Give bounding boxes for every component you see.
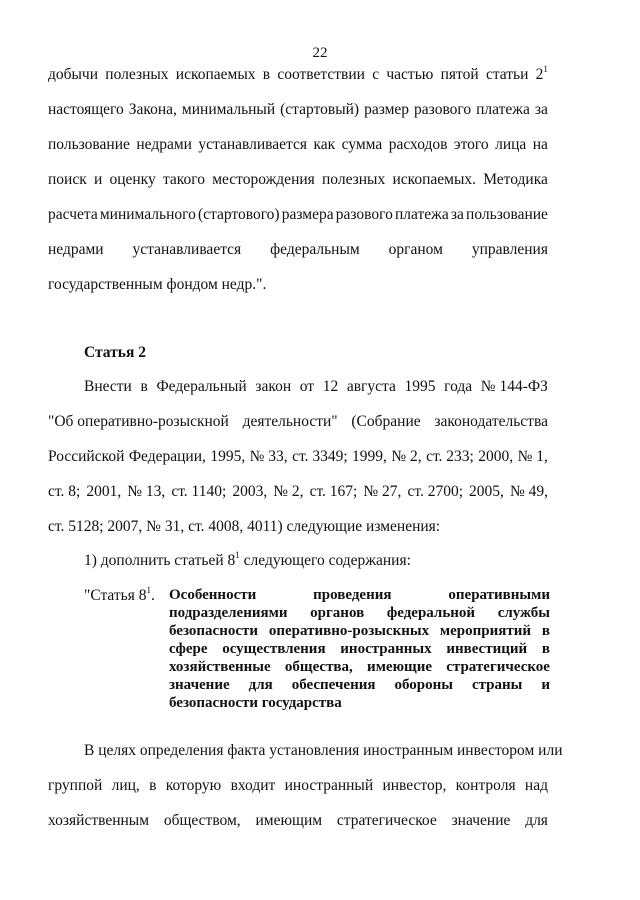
- word: полезных: [322, 171, 386, 188]
- item-1: [84, 552, 584, 570]
- word: подразделениями: [169, 605, 288, 621]
- word: мероприятий: [439, 623, 532, 639]
- word: разового: [414, 101, 472, 118]
- word: инвестор,: [382, 777, 447, 794]
- word: ст. 167;: [309, 483, 358, 500]
- word: пользование: [466, 206, 548, 223]
- word: № 2,: [273, 483, 304, 500]
- word: в: [541, 641, 550, 657]
- word: и: [93, 171, 103, 188]
- word: августа: [346, 378, 396, 395]
- word: хозяйственным: [48, 812, 150, 829]
- word: в: [541, 623, 550, 639]
- word: сфере: [169, 641, 208, 657]
- word: в: [262, 66, 271, 83]
- word: этого: [453, 136, 489, 153]
- word: иностранных: [340, 641, 432, 657]
- word: за: [534, 101, 548, 118]
- article2-line-4: [48, 483, 548, 501]
- word: расходов: [388, 136, 448, 153]
- article-8-1-label-prefix: "Статья 8: [84, 587, 147, 604]
- word: настоящего: [48, 101, 124, 118]
- article-8-1-label-superscript: 1: [146, 585, 151, 595]
- word: Особенности: [169, 587, 257, 603]
- word: от: [299, 378, 315, 395]
- article2-line-1: [84, 378, 548, 396]
- word: над: [524, 777, 548, 794]
- word: входит: [230, 777, 276, 794]
- word: осуществления: [222, 641, 326, 657]
- word: Федеральный: [156, 378, 247, 395]
- word: (Собрание: [351, 413, 421, 430]
- para1-line-5: [48, 206, 548, 224]
- word: размера: [281, 206, 334, 223]
- word: ст. 233;: [426, 448, 474, 465]
- word: страны: [471, 677, 523, 693]
- word: Федерации,: [128, 448, 206, 465]
- para1-line-3: [48, 136, 548, 154]
- word: для: [248, 677, 273, 693]
- word: службы: [497, 605, 550, 621]
- word: лиц,: [111, 777, 140, 794]
- word: ст. 1140;: [171, 483, 227, 500]
- word: как: [313, 136, 336, 153]
- word: № 2,: [391, 448, 422, 465]
- word: закон: [255, 378, 292, 395]
- word: Закона,: [128, 101, 177, 118]
- article-8-1-title-line-4: [169, 641, 550, 658]
- word: такого: [162, 171, 205, 188]
- word: законодательства: [434, 413, 548, 430]
- word: Российской: [48, 448, 125, 465]
- para1-line-2: [48, 101, 548, 119]
- item-1-suffix: следующего содержания:: [239, 552, 411, 569]
- word: 2003,: [232, 483, 268, 500]
- word: № 33,: [249, 448, 288, 465]
- article-8-1-title-line-7: безопасности государства: [169, 695, 342, 711]
- word: недрами: [136, 136, 192, 153]
- word: управления: [471, 241, 548, 258]
- para1-line-1: [48, 66, 548, 84]
- article-2-heading: Статья 2: [84, 344, 146, 361]
- word: № 49,: [509, 483, 548, 500]
- article-8-1-label: [84, 587, 155, 605]
- article-8-1-title-line-6: [169, 677, 550, 694]
- word: значение: [169, 677, 230, 693]
- word: минимальный: [181, 101, 276, 118]
- word: пользование: [48, 136, 130, 153]
- para1-line-7: государственным фондом недр.".: [48, 276, 267, 293]
- word: месторождения: [212, 171, 315, 188]
- word: полезных: [105, 66, 169, 83]
- word: расчета: [48, 206, 98, 223]
- word: № 144-ФЗ: [480, 378, 548, 395]
- word: (стартовый): [280, 101, 360, 118]
- word: соответствии: [277, 66, 365, 83]
- word: с: [372, 66, 380, 83]
- word: оценку: [109, 171, 156, 188]
- word: размер: [364, 101, 410, 118]
- word: федеральной: [386, 605, 476, 621]
- word: оперативно-розыскных: [268, 623, 430, 639]
- para1-line-4: [48, 171, 548, 189]
- word: за: [450, 206, 464, 223]
- word: устанавливается: [132, 241, 242, 258]
- word: сумма: [341, 136, 383, 153]
- word: имеющие: [367, 659, 432, 675]
- word: № 27,: [363, 483, 402, 500]
- word: значение: [451, 812, 511, 829]
- word: группой: [48, 777, 103, 794]
- word: года: [444, 378, 473, 395]
- word: оперативными: [448, 587, 550, 603]
- word: 2005,: [469, 483, 504, 500]
- word: Методика: [483, 171, 548, 188]
- article-8-1-title-line-2: [169, 605, 550, 622]
- word: добычи: [48, 66, 99, 83]
- word: федеральным: [270, 241, 360, 258]
- article-8-1-title-line-5: [169, 659, 550, 676]
- word: 1995,: [210, 448, 246, 465]
- word: обороны: [394, 677, 453, 693]
- word: обществом,: [163, 812, 241, 829]
- word: платежа: [394, 206, 449, 223]
- word: устанавливается: [198, 136, 308, 153]
- word: платежа: [476, 101, 530, 118]
- article-8-1-label-suffix: .: [151, 587, 155, 604]
- word: ископаемых.: [392, 171, 477, 188]
- article-8-1-title-line-1: [169, 587, 550, 604]
- word: ст. 3349;: [292, 448, 348, 465]
- word: ст. 2700;: [407, 483, 464, 500]
- word: обеспечения: [291, 677, 376, 693]
- word: контроля: [455, 777, 516, 794]
- article2-line-2: [48, 413, 548, 431]
- word: 2000,: [478, 448, 514, 465]
- word: ст. 8;: [48, 483, 81, 500]
- article2-line-5: ст. 5128; 2007, № 31, ст. 4008, 4011) следующие изменения:: [48, 518, 441, 535]
- article-reference: [536, 66, 548, 84]
- final-para-line-1: В целях определения факта установления иностранным инвестором или: [84, 742, 563, 759]
- word: 1995: [404, 378, 436, 395]
- word: "Об оперативно-розыскной: [48, 413, 229, 430]
- word: общества,: [284, 659, 353, 675]
- word: имеющим: [255, 812, 323, 829]
- item-1-prefix: 1) дополнить статьей 8: [84, 552, 236, 569]
- word: лица: [495, 136, 527, 153]
- article-8-1-title-line-3: [169, 623, 550, 640]
- word: (стартового): [197, 206, 280, 223]
- item-1-superscript: 1: [235, 550, 240, 560]
- word: в: [149, 777, 157, 794]
- word: недрами: [48, 241, 104, 258]
- word: 1999,: [352, 448, 387, 465]
- word: 2001,: [86, 483, 122, 500]
- word: органом: [388, 241, 443, 258]
- word: стратегическое: [446, 659, 550, 675]
- word: безопасности: [169, 623, 259, 639]
- reference-superscript: 1: [543, 64, 548, 74]
- final-para-line-3: [48, 812, 548, 830]
- word: разового: [335, 206, 393, 223]
- word: ископаемых: [175, 66, 256, 83]
- word: стратегическое: [336, 812, 437, 829]
- word: Внести: [84, 378, 132, 395]
- word: деятельности": [242, 413, 338, 430]
- word: проведения: [313, 587, 392, 603]
- word: № 13,: [127, 483, 166, 500]
- reference-number: 2: [535, 66, 544, 83]
- word: на: [532, 136, 548, 153]
- word: № 1,: [517, 448, 548, 465]
- word: и: [541, 677, 550, 693]
- word: иностранный: [284, 777, 374, 794]
- word: хозяйственные: [169, 659, 271, 675]
- word: пятой: [440, 66, 479, 83]
- para1-line-6: [48, 241, 548, 259]
- word: органов: [310, 605, 365, 621]
- word: минимального: [99, 206, 196, 223]
- final-para-line-2: [48, 777, 548, 795]
- page-number: 22: [312, 45, 328, 61]
- word: 12: [322, 378, 339, 395]
- word: для: [525, 812, 548, 829]
- word: частью: [386, 66, 434, 83]
- word: инвестиций: [446, 641, 528, 657]
- article2-line-3: [48, 448, 548, 466]
- word: которую: [165, 777, 222, 794]
- word: в: [140, 378, 148, 395]
- word: статьи: [485, 66, 529, 83]
- word: поиск: [48, 171, 87, 188]
